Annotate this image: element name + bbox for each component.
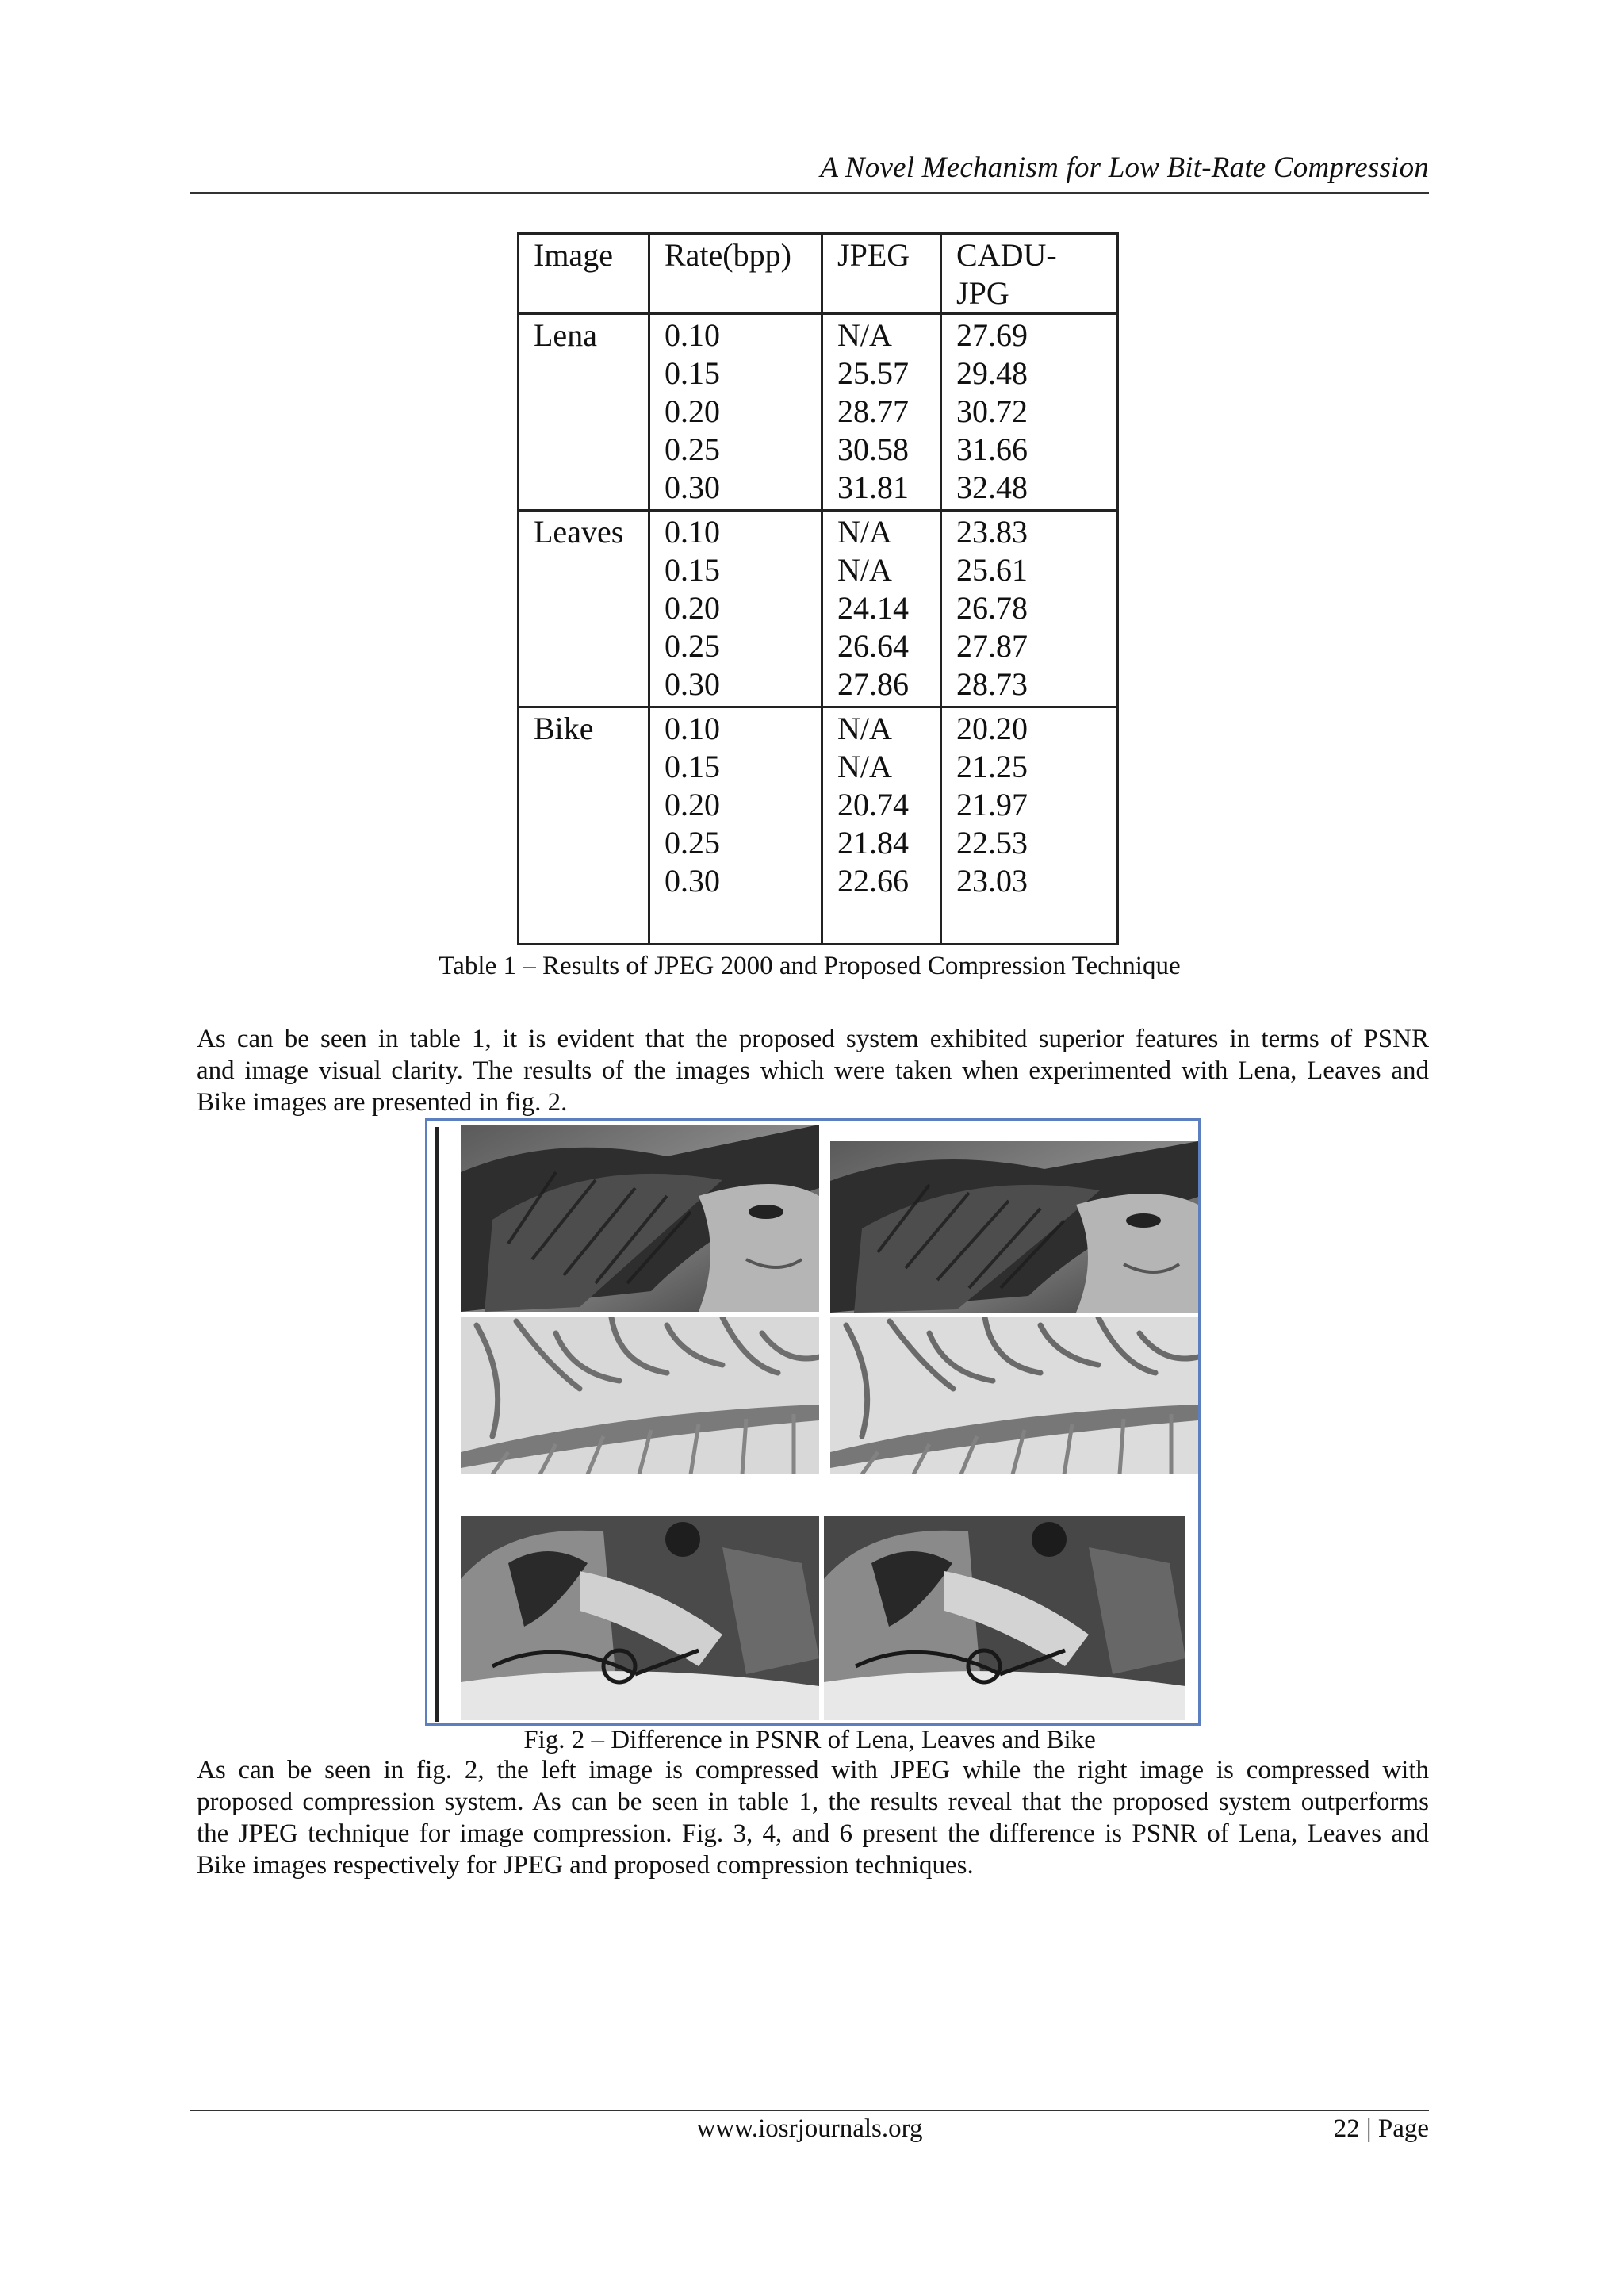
table-row-bike — [519, 707, 1118, 945]
rate-cell: 0.15 — [665, 749, 720, 784]
cadu-cell: 23.03 — [956, 863, 1028, 899]
lena-jpeg-image — [461, 1125, 819, 1312]
paragraph-discussion — [197, 1754, 1429, 1881]
jpeg-cell: 30.58 — [837, 431, 909, 467]
table-header-row — [519, 234, 1118, 314]
page-number: 22 | Page — [1333, 2114, 1429, 2143]
cadu-cell: 26.78 — [956, 590, 1028, 626]
rate-values — [649, 707, 822, 945]
rate-cell: 0.30 — [665, 666, 720, 702]
rate-values — [649, 314, 822, 511]
col-header-rate: Rate(bpp) — [649, 234, 822, 314]
row-image-name: Lena — [519, 314, 649, 511]
rate-values — [649, 511, 822, 707]
paragraph-line: As can be seen in table 1, it is evident that the proposed system exhibited superior features in terms of PSNR — [197, 1025, 1429, 1053]
paragraph-line: Bike images are presented in fig. 2. — [197, 1088, 568, 1117]
bike-proposed-image — [824, 1516, 1185, 1720]
jpeg-cell: N/A — [837, 711, 892, 746]
leaves-jpeg-image — [461, 1317, 819, 1474]
row-image-name: Leaves — [519, 511, 649, 707]
results-table — [517, 232, 1116, 941]
jpeg-values — [822, 707, 941, 945]
cadu-values — [941, 314, 1118, 511]
cadu-cell: 28.73 — [956, 666, 1028, 702]
jpeg-cell: 27.86 — [837, 666, 909, 702]
footer-rule — [190, 2110, 1429, 2111]
jpeg-cell: 31.81 — [837, 470, 909, 505]
rate-cell: 0.25 — [665, 628, 720, 664]
cadu-cell: 27.87 — [956, 628, 1028, 664]
paragraph-line: proposed compression system. As can be seen in table 1, the results reveal that the proposed system outperforms — [197, 1788, 1429, 1816]
bike-jpeg-image — [461, 1516, 819, 1720]
rate-cell: 0.10 — [665, 711, 720, 746]
col-header-cadu-line1: CADU- — [956, 237, 1057, 273]
rate-cell: 0.20 — [665, 787, 720, 822]
paragraph-results — [197, 1023, 1429, 1118]
cadu-cell: 27.69 — [956, 317, 1028, 353]
jpeg-cell: 26.64 — [837, 628, 909, 664]
col-header-cadu-line2: JPG — [956, 275, 1009, 311]
cadu-cell: 20.20 — [956, 711, 1028, 746]
rate-cell: 0.15 — [665, 355, 720, 391]
comparison-figure — [425, 1118, 1201, 1726]
col-header-image: Image — [519, 234, 649, 314]
jpeg-cell: N/A — [837, 317, 892, 353]
col-header-cadu — [941, 234, 1118, 314]
rate-cell: 0.20 — [665, 590, 720, 626]
table-caption: Table 1 – Results of JPEG 2000 and Proposed Compression Technique — [439, 952, 1181, 980]
col-header-jpeg: JPEG — [822, 234, 941, 314]
jpeg-values — [822, 314, 941, 511]
cadu-values — [941, 511, 1118, 707]
cadu-cell: 25.61 — [956, 552, 1028, 588]
jpeg-cell: 25.57 — [837, 355, 909, 391]
footer-url: www.iosrjournals.org — [696, 2114, 923, 2143]
jpeg-cell: N/A — [837, 749, 892, 784]
cadu-cell: 30.72 — [956, 393, 1028, 429]
rate-cell: 0.25 — [665, 825, 720, 861]
cadu-cell: 29.48 — [956, 355, 1028, 391]
cadu-cell: 31.66 — [956, 431, 1028, 467]
rate-cell: 0.10 — [665, 317, 720, 353]
header-rule — [190, 192, 1429, 194]
jpeg-cell: N/A — [837, 514, 892, 550]
rate-cell: 0.15 — [665, 552, 720, 588]
paragraph-line: and image visual clarity. The results of the images which were taken when experimented with Lena, Leaves and — [197, 1056, 1429, 1085]
paragraph-line: Bike images respectively for JPEG and proposed compression techniques. — [197, 1851, 974, 1880]
jpeg-cell: 24.14 — [837, 590, 909, 626]
cadu-cell: 22.53 — [956, 825, 1028, 861]
rate-cell: 0.30 — [665, 470, 720, 505]
figure-caption: Fig. 2 – Difference in PSNR of Lena, Leaves and Bike — [523, 1726, 1096, 1754]
jpeg-values — [822, 511, 941, 707]
rate-cell: 0.30 — [665, 863, 720, 899]
rate-cell: 0.20 — [665, 393, 720, 429]
rate-cell: 0.25 — [665, 431, 720, 467]
cadu-cell: 32.48 — [956, 470, 1028, 505]
cadu-cell: 23.83 — [956, 514, 1028, 550]
jpeg-cell: 28.77 — [837, 393, 909, 429]
lena-proposed-image — [830, 1141, 1198, 1313]
row-image-name: Bike — [519, 707, 649, 945]
cadu-cell: 21.25 — [956, 749, 1028, 784]
rate-cell: 0.10 — [665, 514, 720, 550]
paragraph-line: As can be seen in fig. 2, the left image is compressed with JPEG while the right image is compressed with — [197, 1756, 1429, 1784]
figure-left-rule — [435, 1127, 439, 1722]
results-table-grid — [517, 232, 1119, 945]
jpeg-cell: 20.74 — [837, 787, 909, 822]
cadu-values — [941, 707, 1118, 945]
jpeg-cell: 21.84 — [837, 825, 909, 861]
cadu-cell: 21.97 — [956, 787, 1028, 822]
jpeg-cell: 22.66 — [837, 863, 909, 899]
running-header: A Novel Mechanism for Low Bit-Rate Compression — [820, 151, 1429, 184]
jpeg-cell: N/A — [837, 552, 892, 588]
table-row-leaves — [519, 511, 1118, 707]
paragraph-line: the JPEG technique for image compression. Fig. 3, 4, and 6 present the difference is PSNR of Lena, Leaves and — [197, 1819, 1429, 1848]
table-row-lena — [519, 314, 1118, 511]
leaves-proposed-image — [830, 1317, 1198, 1474]
